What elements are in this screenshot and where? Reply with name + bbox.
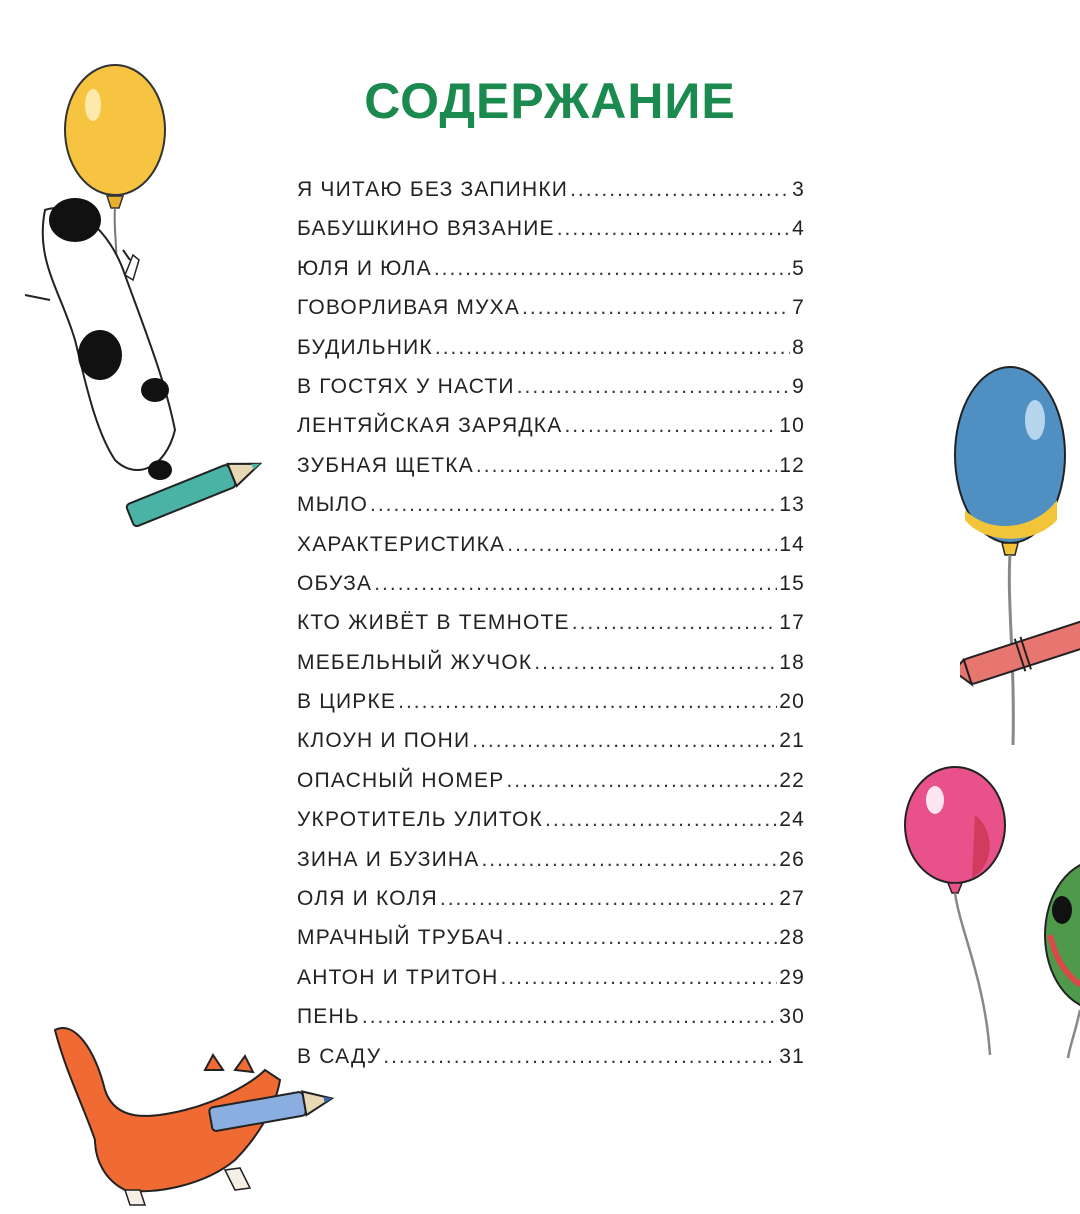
toc-entry-title: ОБУЗА	[297, 571, 373, 595]
toc-entry[interactable]	[297, 761, 805, 800]
toc-entry-title: МРАЧНЫЙ ТРУБАЧ	[297, 926, 505, 950]
toc-entry-page: 7	[792, 296, 805, 320]
toc-entry-title: МЫЛО	[297, 493, 368, 517]
toc-entry-page: 13	[779, 493, 805, 517]
toc-entry-title: ПЕНЬ	[297, 1005, 360, 1029]
toc-entry-title: ОПАСНЫЙ НОМЕР	[297, 768, 505, 792]
pink-balloon-icon	[900, 760, 1010, 1060]
toc-entry[interactable]	[297, 721, 805, 760]
toc-entry-title: ЗУБНАЯ ЩЕТКА	[297, 453, 474, 477]
toc-entry-title: ЮЛЯ И ЮЛА	[297, 256, 432, 280]
dot-leader	[545, 800, 777, 839]
toc-entry-page: 21	[779, 729, 805, 753]
dot-leader	[472, 721, 777, 760]
toc-entry-page: 17	[779, 611, 805, 635]
toc-entry[interactable]	[297, 170, 805, 209]
toc-entry-page: 8	[792, 335, 805, 359]
toc-entry-title: ОЛЯ И КОЛЯ	[297, 887, 438, 911]
toc-entry-page: 24	[779, 808, 805, 832]
toc-entry-title: ЛЕНТЯЙСКАЯ ЗАРЯДКА	[297, 414, 563, 438]
toc-entry-title: МЕБЕЛЬНЫЙ ЖУЧОК	[297, 650, 533, 674]
dot-leader	[434, 249, 790, 288]
red-pencil-icon	[960, 610, 1080, 700]
toc-entry-title: ГОВОРЛИВАЯ МУХА	[297, 296, 521, 320]
toc-entry-page: 29	[779, 965, 805, 989]
toc-entry-page: 15	[779, 571, 805, 595]
toc-entry[interactable]	[297, 525, 805, 564]
toc-entry-page: 30	[779, 1005, 805, 1029]
toc-entry-title: В САДУ	[297, 1044, 382, 1068]
toc-entry-title: УКРОТИТЕЛЬ УЛИТОК	[297, 808, 543, 832]
toc-entry-title: АНТОН И ТРИТОН	[297, 965, 499, 989]
dot-leader	[557, 209, 790, 248]
toc-entry-title: БАБУШКИНО ВЯЗАНИЕ	[297, 217, 555, 241]
toc-entry-title: В ЦИРКЕ	[297, 690, 397, 714]
toc-entry[interactable]	[297, 249, 805, 288]
dot-leader	[506, 918, 777, 957]
toc-entry-page: 3	[792, 178, 805, 201]
toc-entry[interactable]	[297, 288, 805, 327]
toc-entry[interactable]	[297, 406, 805, 445]
toc-entry[interactable]	[297, 603, 805, 642]
toc-entry[interactable]	[297, 1037, 805, 1076]
dot-leader	[481, 840, 777, 879]
toc-entry-page: 28	[779, 926, 805, 950]
toc-entry-title: ЗИНА И БУЗИНА	[297, 847, 480, 871]
green-balloon-icon	[1040, 860, 1080, 1060]
toc-entry[interactable]	[297, 367, 805, 406]
toc-entry-title: Я ЧИТАЮ БЕЗ ЗАПИНКИ	[297, 178, 569, 201]
toc-entry-page: 18	[779, 650, 805, 674]
dot-leader	[374, 564, 777, 603]
toc-entry[interactable]	[297, 485, 805, 524]
dot-leader	[534, 643, 777, 682]
toc-entry[interactable]	[297, 918, 805, 957]
toc-entry-page: 5	[792, 256, 805, 280]
toc-entry[interactable]	[297, 682, 805, 721]
dot-leader	[435, 328, 790, 367]
toc-entry-page: 20	[779, 690, 805, 714]
toc-entry[interactable]	[297, 958, 805, 997]
dot-leader	[500, 958, 777, 997]
dot-leader	[383, 1037, 777, 1076]
dot-leader	[522, 288, 790, 327]
toc-entry[interactable]	[297, 879, 805, 918]
dot-leader	[370, 485, 777, 524]
toc-entry-page: 27	[779, 887, 805, 911]
blue-pencil-icon	[205, 1075, 340, 1145]
dot-leader	[362, 997, 777, 1036]
page-title: СОДЕРЖАНИЕ	[364, 73, 736, 129]
dot-leader	[570, 170, 790, 209]
toc-entry-page: 9	[792, 374, 805, 398]
toc-entry-page: 10	[779, 414, 805, 438]
dot-leader	[398, 682, 777, 721]
toc-entry-title: ХАРАКТЕРИСТИКА	[297, 532, 506, 556]
toc-entry[interactable]	[297, 800, 805, 839]
toc-entry[interactable]	[297, 643, 805, 682]
dot-leader	[476, 446, 777, 485]
toc-entry-page: 4	[792, 217, 805, 241]
toc-entry-title: БУДИЛЬНИК	[297, 335, 433, 359]
dot-leader	[564, 406, 777, 445]
toc-entry-page: 31	[779, 1044, 805, 1068]
toc-entry-page: 14	[779, 532, 805, 556]
dot-leader	[507, 525, 777, 564]
dot-leader	[440, 879, 777, 918]
toc-entry[interactable]	[297, 997, 805, 1036]
toc-entry-page: 22	[779, 768, 805, 792]
toc-entry[interactable]	[297, 564, 805, 603]
toc-entry-title: КТО ЖИВЁТ В ТЕМНОТЕ	[297, 611, 570, 635]
toc-entry[interactable]	[297, 209, 805, 248]
toc-entry[interactable]	[297, 328, 805, 367]
toc-entry-title: В ГОСТЯХ У НАСТИ	[297, 374, 515, 398]
dot-leader	[506, 761, 777, 800]
dot-leader	[572, 603, 777, 642]
toc-entry[interactable]	[297, 446, 805, 485]
toc-entry-page: 26	[779, 847, 805, 871]
toc-entry-page: 12	[779, 453, 805, 477]
dot-leader	[517, 367, 790, 406]
teal-pencil-icon	[115, 440, 275, 540]
toc-entry[interactable]	[297, 840, 805, 879]
table-of-contents	[297, 170, 805, 1076]
toc-entry-title: КЛОУН И ПОНИ	[297, 729, 471, 753]
